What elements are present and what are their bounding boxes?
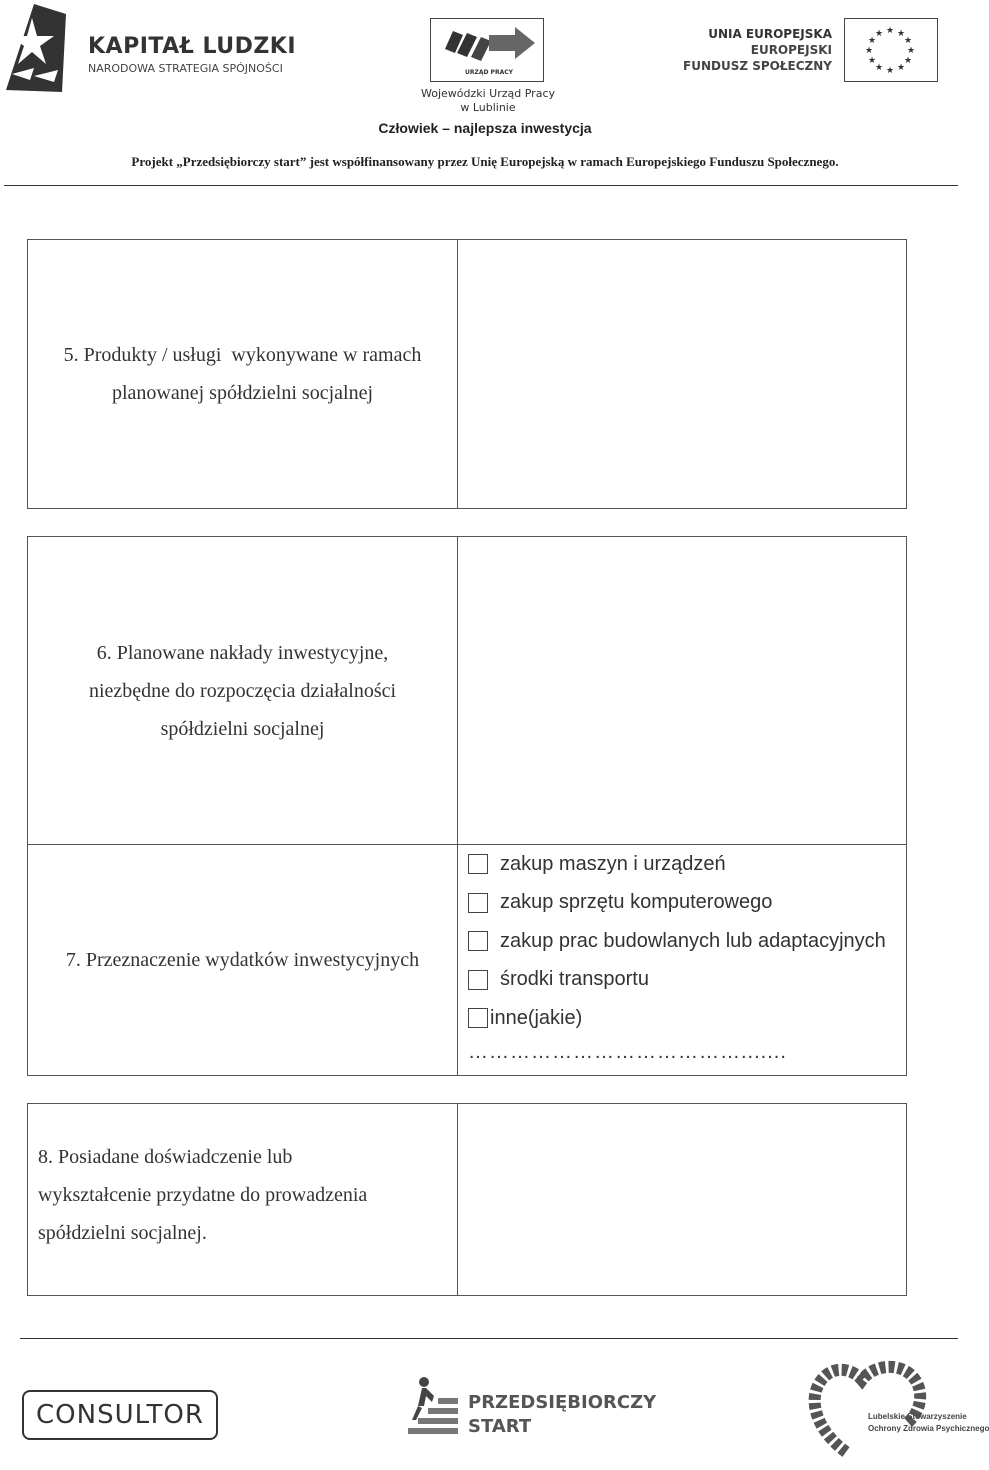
checkbox-other[interactable] [468, 1008, 488, 1028]
eu-title: UNIA EUROPEJSKA [708, 27, 832, 41]
project-statement: Projekt „Przedsiębiorczy start” jest współfinansowany przez Unię Europejską w ramach Europejskiego Funduszu Społecznego. [131, 154, 839, 169]
footer-divider [20, 1338, 958, 1339]
motto: Człowiek – najlepsza inwestycja [378, 120, 592, 136]
option-machines-label: zakup maszyn i urządzeń [500, 852, 726, 875]
option-construction-label: zakup prac budowlanych lub adaptacyjnych [500, 929, 886, 952]
checkbox-construction[interactable] [468, 931, 488, 951]
answer-6-field[interactable] [458, 537, 906, 844]
climber-icon [404, 1376, 464, 1442]
question-5-label [28, 240, 457, 508]
form-row-8 [27, 1103, 907, 1296]
urzad-pracy-logo [412, 16, 564, 116]
other-fill-line[interactable]: …………………………………....... [468, 1041, 787, 1063]
question-6-line2: niezbędne do rozpoczęcia działalności [88, 679, 397, 702]
question-8-line1: 8. Posiadane doświadczenie lub [38, 1146, 293, 1168]
svg-text:★: ★ [903, 35, 913, 45]
eu-fund-line2: FUNDUSZ SPOŁECZNY [683, 59, 832, 73]
kapital-ludzki-subtitle: NARODOWA STRATEGIA SPÓJNOŚCI [88, 62, 283, 75]
form-row-7 [27, 844, 907, 1076]
stowarzyszenie-subtitle: Ochrony Zdrowia Psychicznego [868, 1424, 989, 1433]
svg-text:★: ★ [903, 55, 913, 65]
question-7-label: 7. Przeznaczenie wydatków inwestycyjnych [65, 949, 420, 971]
kapital-ludzki-logo [4, 4, 304, 94]
svg-text:★: ★ [867, 55, 877, 65]
question-6-label [28, 537, 457, 844]
svg-text:★: ★ [874, 62, 884, 72]
consultor-text: CONSULTOR [36, 1400, 204, 1430]
option-other[interactable] [468, 999, 886, 1038]
option-construction[interactable] [468, 922, 886, 961]
eu-fund-line1: EUROPEJSKI [750, 43, 832, 57]
answer-5-field[interactable] [458, 240, 906, 508]
stowarzyszenie-name: Lubelskie Stowarzyszenie [868, 1412, 967, 1421]
option-transport[interactable] [468, 961, 886, 1000]
kapital-ludzki-star-icon [4, 4, 74, 94]
form-row-5 [27, 239, 907, 509]
question-8-line3: spółdzielni socjalnej. [38, 1222, 207, 1244]
question-5-line2: planowanej spółdzielni socjalnej [111, 382, 374, 404]
arrow-icon [437, 23, 537, 67]
svg-text:★: ★ [864, 45, 874, 55]
svg-text:★: ★ [867, 35, 877, 45]
kapital-ludzki-title: KAPITAŁ LUDZKI [88, 34, 297, 59]
question-5-line1: 5. Produkty / usługi wykonywane w ramach [63, 344, 422, 366]
question-8-label [28, 1104, 457, 1295]
checkbox-transport[interactable] [468, 970, 488, 990]
answer-7-options [458, 845, 906, 1075]
option-computers-label: zakup sprzętu komputerowego [500, 891, 773, 914]
question-6-line3: spółdzielni socjalnej [160, 717, 325, 740]
urzad-pracy-city: w Lublinie [460, 101, 516, 114]
urzad-pracy-tag: URZĄD PRACY [465, 69, 513, 76]
svg-text:★: ★ [906, 45, 916, 55]
urzad-pracy-name: Wojewódzki Urząd Pracy [420, 87, 556, 100]
answer-8-field[interactable] [458, 1104, 906, 1295]
question-6-line1: 6. Planowane nakłady inwestycyjne, [96, 641, 389, 664]
option-computers[interactable] [468, 884, 886, 923]
svg-text:★: ★ [874, 28, 884, 38]
stowarzyszenie-logo [806, 1360, 989, 1460]
question-8-line2: wykształcenie przydatne do prowadzenia [38, 1184, 368, 1206]
consultor-logo [22, 1390, 218, 1440]
checkbox-computers[interactable] [468, 893, 488, 913]
form-row-6 [27, 536, 907, 844]
svg-text:★: ★ [896, 28, 906, 38]
option-other-label: inne(jakie) [490, 1006, 583, 1029]
svg-text:★: ★ [885, 65, 895, 75]
option-machines[interactable] [468, 845, 886, 884]
checkbox-machines[interactable] [468, 854, 488, 874]
przedsiebiorczy-text: PRZEDSIĘBIORCZY [468, 1392, 657, 1413]
heart-icon [806, 1360, 956, 1460]
header-divider [4, 185, 958, 186]
svg-text:★: ★ [885, 25, 895, 35]
eu-logo [683, 18, 940, 84]
eu-flag-icon [844, 18, 938, 82]
svg-text:★: ★ [896, 62, 906, 72]
urzad-pracy-emblem [430, 18, 544, 82]
option-transport-label: środki transportu [500, 968, 649, 991]
przedsiebiorczy-start-logo [404, 1376, 657, 1446]
start-text: START [468, 1416, 532, 1437]
